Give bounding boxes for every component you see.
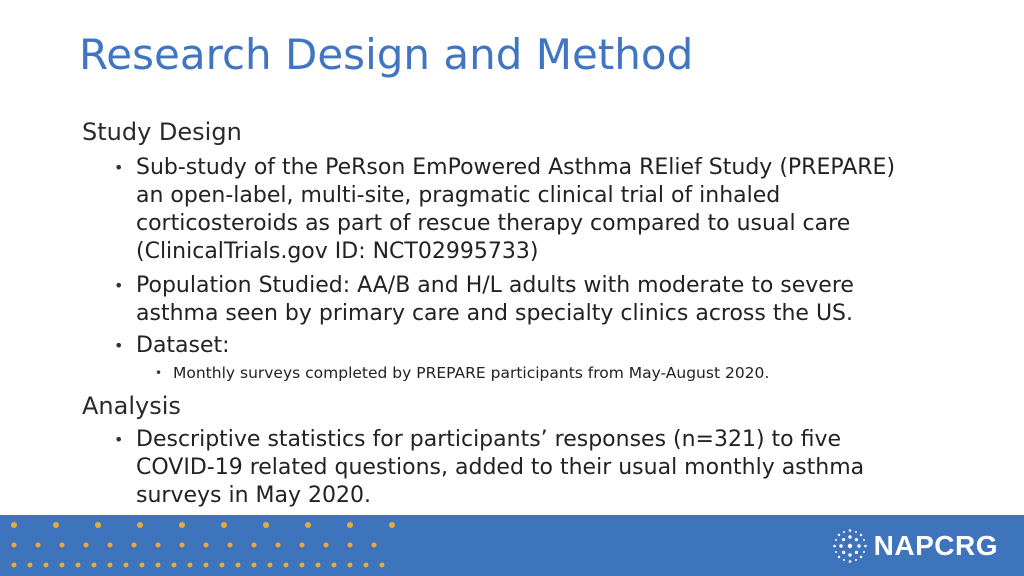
decor-dot	[348, 543, 353, 548]
decor-dot	[252, 563, 257, 568]
napcrg-logo	[832, 529, 998, 563]
decor-dot	[76, 563, 81, 568]
logo-text: NAPCRG	[873, 530, 998, 561]
decor-dot	[305, 522, 311, 528]
decor-dot	[324, 543, 329, 548]
decor-dot	[300, 563, 305, 568]
decor-dot	[300, 543, 305, 548]
decor-dot	[124, 563, 129, 568]
bullet-line: • Population Studied: AA/B and H/L adults with moderate to severe	[136, 273, 854, 298]
decor-dot	[180, 543, 185, 548]
decor-dot	[95, 522, 101, 528]
decor-dot	[221, 522, 227, 528]
decor-dot	[11, 522, 17, 528]
sub-bullet-monthly-surveys	[82, 362, 982, 384]
decor-dot	[188, 563, 193, 568]
decor-dot	[276, 543, 281, 548]
sub-bullet-line: • Monthly surveys completed by PREPARE participants from May-August 2020.	[173, 364, 770, 382]
decor-dot	[332, 563, 337, 568]
bullet-descriptive-statistics	[82, 426, 982, 510]
decor-dot	[12, 543, 17, 548]
decor-dot	[263, 522, 269, 528]
decor-dot	[60, 543, 65, 548]
decor-dot	[28, 563, 33, 568]
decor-dot	[380, 563, 385, 568]
slide-body	[82, 118, 982, 510]
slide-title: Research Design and Method	[79, 30, 694, 79]
decor-dot	[108, 563, 113, 568]
decor-dot	[252, 543, 257, 548]
bullet-line: an open-label, multi-site, pragmatic clinical trial of inhaled	[136, 183, 781, 208]
bullet-prepare-study	[82, 154, 982, 266]
decor-dot	[316, 563, 321, 568]
section-heading-analysis: Analysis	[82, 392, 181, 420]
decor-dot	[92, 563, 97, 568]
decor-dot	[84, 543, 89, 548]
section-heading-study-design: Study Design	[82, 118, 242, 146]
bullet-dataset	[82, 332, 982, 360]
decor-dot	[347, 522, 353, 528]
bullet-line: • Sub-study of the PeRson EmPowered Asthma RElief Study (PREPARE)	[136, 155, 896, 180]
decor-dot	[364, 563, 369, 568]
decor-dot	[268, 563, 273, 568]
decor-dot	[156, 563, 161, 568]
decor-dot	[220, 563, 225, 568]
bullet-line: (ClinicalTrials.gov ID: NCT02995733)	[136, 239, 539, 264]
decor-dot	[172, 563, 177, 568]
dot-pattern	[0, 515, 420, 576]
decor-dot	[204, 543, 209, 548]
sparkle-burst-icon	[832, 528, 868, 564]
decor-dot	[156, 543, 161, 548]
decor-dot	[132, 543, 137, 548]
bullet-line: corticosteroids as part of rescue therapy compared to usual care	[136, 211, 851, 236]
bullet-line: surveys in May 2020.	[136, 483, 371, 508]
decor-dot	[60, 563, 65, 568]
decor-dot	[228, 543, 233, 548]
decor-dot	[389, 522, 395, 528]
bullet-population	[82, 272, 982, 328]
decor-dot	[236, 563, 241, 568]
decor-dot	[179, 522, 185, 528]
decor-dot	[204, 563, 209, 568]
decor-dot	[284, 563, 289, 568]
decor-dot	[44, 563, 49, 568]
decor-dot	[137, 522, 143, 528]
decor-dot	[140, 563, 145, 568]
decor-dot	[348, 563, 353, 568]
footer-band	[0, 515, 1024, 576]
decor-dot	[53, 522, 59, 528]
decor-dot	[12, 563, 17, 568]
decor-dot	[36, 543, 41, 548]
bullet-line: asthma seen by primary care and specialty clinics across the US.	[136, 301, 854, 326]
bullet-line: • Dataset:	[136, 333, 230, 358]
decor-dot	[372, 543, 377, 548]
bullet-line: COVID-19 related questions, added to their usual monthly asthma	[136, 455, 865, 480]
bullet-line: • Descriptive statistics for participants’ responses (n=321) to five	[136, 427, 842, 452]
decor-dot	[108, 543, 113, 548]
